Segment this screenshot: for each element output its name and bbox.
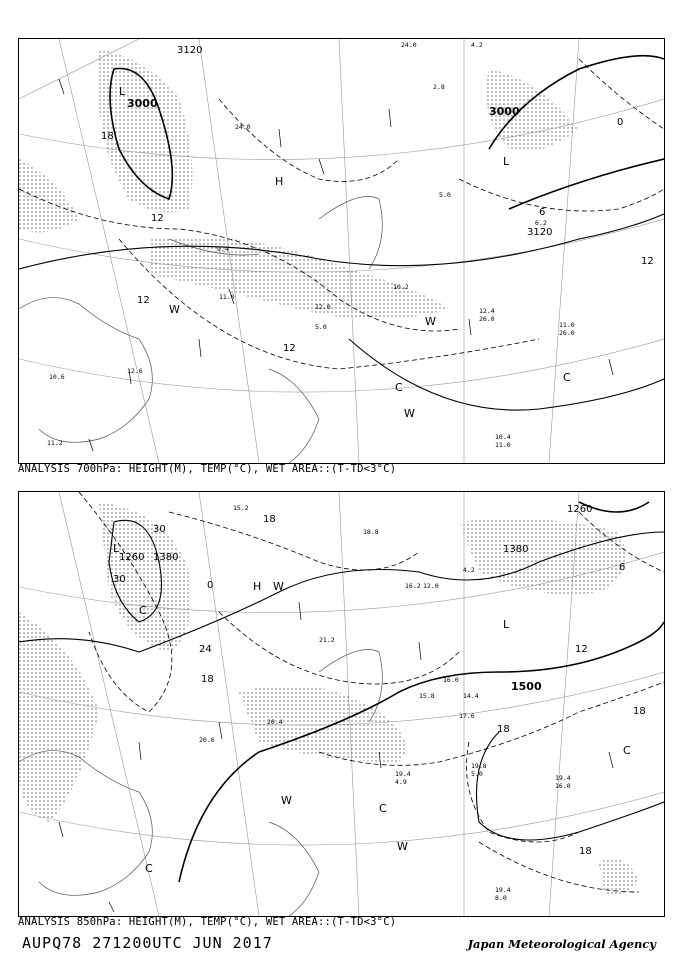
station-value: 10.4 [495,433,511,441]
cold-mark: C [623,744,631,757]
cold-mark: C [145,862,153,875]
chart-850hpa-map [18,491,665,917]
height-label: 1380 [153,552,179,563]
station-value: 11.0 [219,293,235,301]
station-value: 12.0 [423,582,439,590]
station-value: 14.4 [463,692,479,700]
temp-label: 12 [575,644,588,655]
temp-label: 0 [617,117,624,128]
station-value: 17.6 [459,712,475,720]
low-pressure-mark: L [119,85,126,98]
station-value: 5.0 [315,323,327,331]
temp-label: 12 [151,213,164,224]
warm-mark: W [404,407,415,420]
station-value: 20.6 [199,736,215,744]
high-pressure-mark: H [275,175,284,188]
height-label: 3000 [127,97,158,110]
warm-mark: W [425,315,436,328]
wet-area-850 [19,502,639,895]
caption-700hpa: ANALYSIS 700hPa: HEIGHT(M), TEMP(°C), WET AREA::(T-TD<3°C) [18,463,397,475]
wet-area-700 [19,49,579,319]
height-label: 3120 [527,227,553,238]
temp-label: 18 [201,674,214,685]
station-value: 8.0 [495,894,507,902]
height-label: 3120 [177,45,203,56]
station-value: 11.0 [559,321,575,329]
map-700-svg [19,39,664,463]
temp-label: 18 [263,514,276,525]
temp-label: 30 [113,574,126,585]
station-value: 6.2 [535,219,547,227]
temp-label: 30 [153,524,166,535]
station-value: 9.4 [217,245,229,253]
station-value: 19.8 [471,762,487,770]
warm-mark: W [397,840,408,853]
station-value: 15.2 [233,504,249,512]
low-pressure-mark: L [113,542,120,555]
station-value: 16.2 [405,582,421,590]
low-pressure-mark: L [503,618,510,631]
height-label: 1380 [503,544,529,555]
station-value: 24.0 [235,123,251,131]
temp-label: 12 [137,295,150,306]
temp-label: 18 [101,131,114,142]
station-value: 21.2 [319,636,335,644]
station-value: 10.6 [49,373,65,381]
cold-mark: C [395,381,403,394]
high-pressure-mark: H [253,580,262,593]
station-value: 26.0 [559,329,575,337]
temp-label: 6 [619,562,626,573]
temp-label: 24 [199,644,212,655]
temp-label: 18 [497,724,510,735]
station-value: 12.4 [479,307,495,315]
height-label: 1500 [511,680,542,693]
station-value: 15.8 [419,692,435,700]
map-850-svg [19,492,664,916]
temp-label: 18 [633,706,646,717]
station-value: 12.6 [127,367,143,375]
station-value: 19.4 [555,774,571,782]
station-value: 4.9 [395,778,407,786]
station-value: 5.0 [471,770,483,778]
temp-label: 6 [539,207,546,218]
station-value: 26.0 [479,315,495,323]
cold-mark: C [139,604,147,617]
temp-label: 18 [579,846,592,857]
bulletin-code: AUPQ78 271200UTC JUN 2017 [22,934,273,952]
coastline-700 [19,197,382,464]
station-value: 19.4 [395,770,411,778]
cold-mark: C [563,371,571,384]
agency-credit: Japan Meteorological Agency [467,937,656,951]
station-value: 19.4 [495,886,511,894]
station-value: 4.2 [471,41,483,49]
station-value: 5.0 [439,191,451,199]
temp-label: 0 [207,580,214,591]
station-value: 4.2 [463,566,475,574]
height-label: 1260 [567,504,593,515]
chart-700hpa-map [18,38,665,464]
warm-mark: W [281,794,292,807]
height-label: 3000 [489,105,520,118]
low-pressure-mark: L [503,155,510,168]
station-value: 24.0 [401,41,417,49]
warm-mark: W [273,580,284,593]
warm-mark: W [169,303,180,316]
height-label: 1260 [119,552,145,563]
station-value: 11.0 [495,441,511,449]
temp-label: 12 [641,256,654,267]
station-value: 2.8 [433,83,445,91]
station-value: 12.0 [315,303,331,311]
temp-label: 12 [283,343,296,354]
station-value: 16.0 [443,676,459,684]
station-value: 11.2 [47,439,63,447]
station-value: 10.2 [393,283,409,291]
station-value: 20.4 [267,718,283,726]
cold-mark: C [379,802,387,815]
caption-850hpa: ANALYSIS 850hPa: HEIGHT(M), TEMP(°C), WET AREA::(T-TD<3°C) [18,916,397,928]
station-value: 16.0 [555,782,571,790]
station-value: 18.8 [363,528,379,536]
